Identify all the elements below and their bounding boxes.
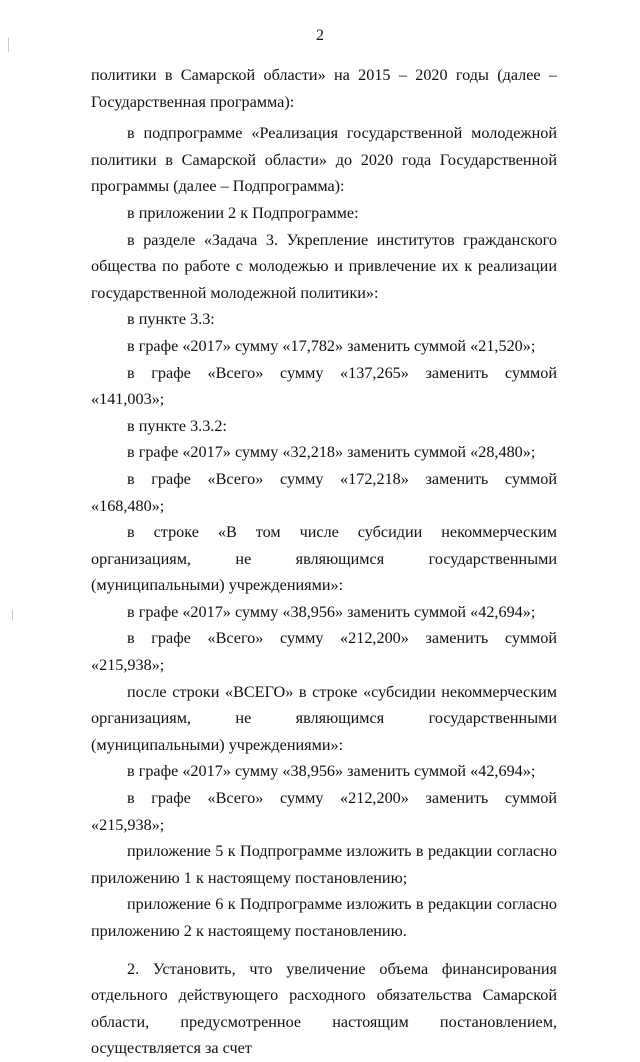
paragraph: политики в Самарской области» на 2015 – 2020 годы (далее – Государственная программа): bbox=[91, 66, 557, 111]
paragraph: в графе «Всего» сумму «212,200» заменить суммой «215,938»; bbox=[91, 629, 557, 675]
paragraph: в графе «Всего» сумму «137,265» заменить суммой «141,003»; bbox=[91, 363, 557, 409]
paragraph: в строке «В том числе субсидии некоммерческим организациям, не являющимся государственными (муниципальными) учреждениями»: bbox=[91, 523, 557, 595]
paragraph: в пункте 3.3: bbox=[127, 310, 215, 329]
paragraph: 2. Установить, что увеличение объема финансирования отдельного действующего расходного обязательства Самарской области, предусмотренное настоящим постановлением, осуществляется за счет bbox=[91, 959, 557, 1058]
paragraph: в приложении 2 к Подпрограмме: bbox=[127, 203, 359, 222]
paragraph: в графе «Всего» сумму «172,218» заменить суммой «168,480»; bbox=[91, 469, 557, 515]
paragraph: в графе «2017» сумму «38,956» заменить суммой «42,694»; bbox=[127, 602, 536, 621]
paragraph: в графе «2017» сумму «38,956» заменить суммой «42,694»; bbox=[127, 762, 536, 781]
paragraph: приложение 5 к Подпрограмме изложить в редакции согласно приложению 1 к настоящему постановлению; bbox=[91, 842, 557, 887]
document-body bbox=[91, 62, 557, 1062]
scan-mark bbox=[12, 610, 13, 620]
paragraph: в графе «Всего» сумму «212,200» заменить суммой «215,938»; bbox=[91, 789, 557, 834]
paragraph: в графе «2017» сумму «32,218» заменить суммой «28,480»; bbox=[127, 443, 536, 462]
paragraph: в графе «2017» сумму «17,782» заменить суммой «21,520»; bbox=[127, 336, 536, 355]
page-number: 2 bbox=[316, 27, 324, 44]
paragraph: после строки «ВСЕГО» в строке «субсидии некоммерческим организациям, не являющимся государственными (муниципальными) учреждениями»: bbox=[91, 682, 557, 754]
paragraph: в пункте 3.3.2: bbox=[127, 416, 227, 435]
paragraph: в подпрограмме «Реализация государственной молодежной политики в Самарской области» до 2020 года Государственной программы (далее – Подпрограмма): bbox=[91, 124, 557, 196]
scan-mark bbox=[8, 38, 9, 52]
paragraph: приложение 6 к Подпрограмме изложить в редакции согласно приложению 2 к настоящему постановлению. bbox=[91, 895, 557, 940]
paragraph: в разделе «Задача 3. Укрепление институтов гражданского общества по работе с молодежью и привлечение их к реализации государственной молодежной политики»: bbox=[91, 230, 557, 302]
